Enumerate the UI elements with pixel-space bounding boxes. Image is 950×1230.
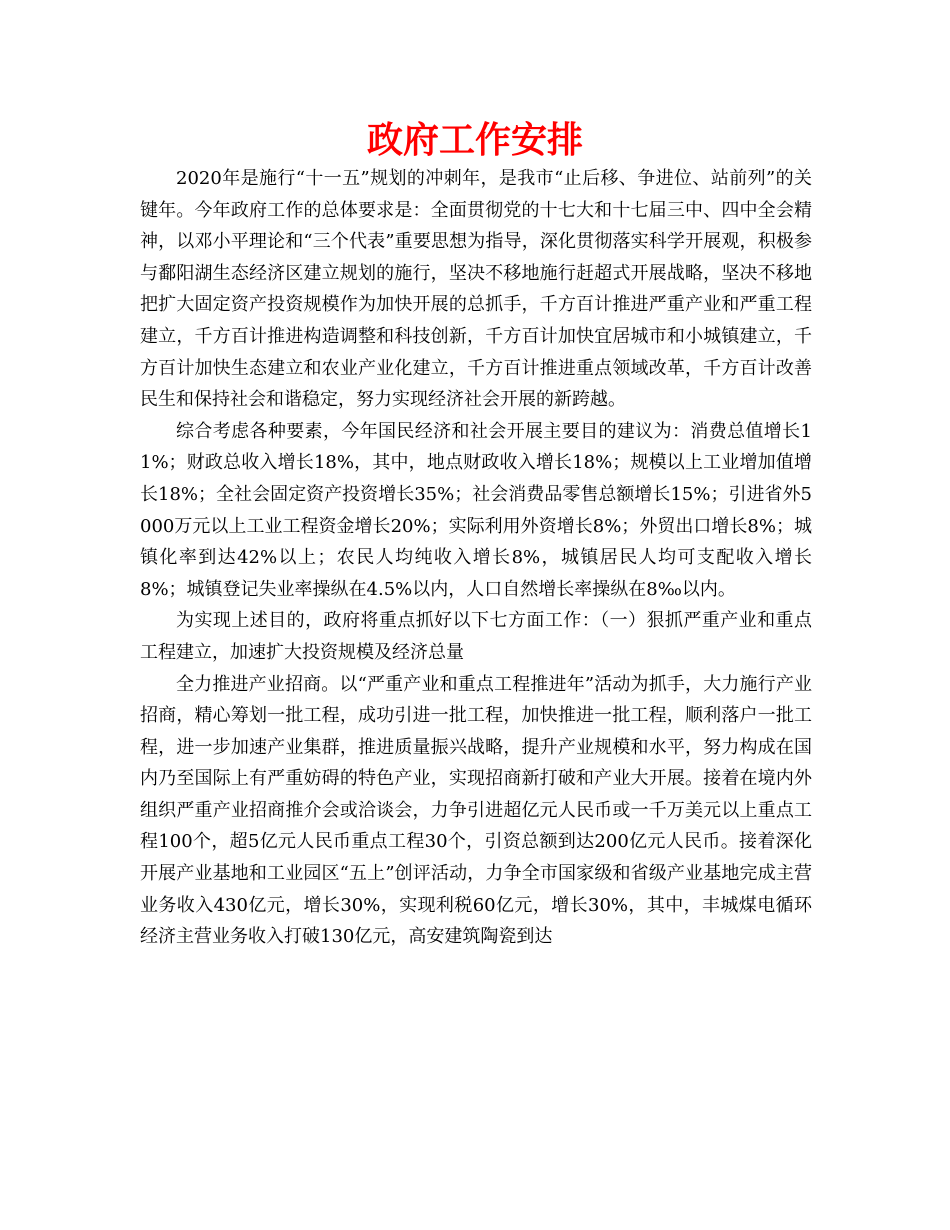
paragraph: 2020年是施行“十一五”规划的冲刺年，是我市“止后移、争进位、站前列”的关键年。今年政府工作的总体要求是：全面贯彻党的十七大和十七届三中、四中全会精神，以邓小平理论和“三个代表”重要思想为指导，深化贯彻落实科学开展观，积极参与鄱阳湖生态经济区建立规划的施行，坚决不移地施行赶超式开展战略，坚决不移地把扩大固定资产投资规模作为加快开展的总抓手，千方百计推进严重产业和严重工程建立，千方百计推进构造调整和科技创新，千方百计加快宜居城市和小城镇建立，千方百计加快生态建立和农业产业化建立，千方百计推进重点领域改革，千方百计改善民生和保持社会和谐稳定，努力实现经济社会开展的新跨越。 xyxy=(140,168,812,411)
document-body xyxy=(140,163,812,953)
document-title: 政府工作安排 xyxy=(366,120,583,161)
paragraph: 为实现上述目的，政府将重点抓好以下七方面工作：（一）狠抓严重产业和重点工程建立，加速扩大投资规模及经济总量 xyxy=(140,610,812,663)
paragraph: 全力推进产业招商。以“严重产业和重点工程推进年”活动为抓手，大力施行产业招商，精心筹划一批工程，成功引进一批工程，加快推进一批工程，顺利落户一批工程，进一步加速产业集群，推进质量振兴战略，提升产业规模和水平，努力构成在国内乃至国际上有严重妨碍的特色产业，实现招商新打破和产业大开展。接着在境内外组织严重产业招商推介会或洽谈会，力争引进超亿元人民币或一千万美元以上重点工程100个，超5亿元人民币重点工程30个，引资总额到达200亿元人民币。接着深化开展产业基地和工业园区“五上”创评活动，力争全市国家级和省级产业基地完成主营业务收入430亿元，增长30%，实现利税60亿元，增长30%，其中，丰城煤电循环经济主营业务收入打破130亿元，高安建筑陶瓷到达 xyxy=(140,673,812,948)
paragraph: 综合考虑各种要素，今年国民经济和社会开展主要目的建议为：消费总值增长11%；财政总收入增长18%，其中，地点财政收入增长18%；规模以上工业增加值增长18%；全社会固定资产投资增长35%；社会消费品零售总额增长15%；引进省外5000万元以上工业工程资金增长20%；实际利用外资增长8%；外贸出口增长8%；城镇化率到达42%以上；农民人均纯收入增长8%，城镇居民人均可支配收入增长8%；城镇登记失业率操纵在4.5%以内，人口自然增长率操纵在8‰以内。 xyxy=(140,420,812,600)
